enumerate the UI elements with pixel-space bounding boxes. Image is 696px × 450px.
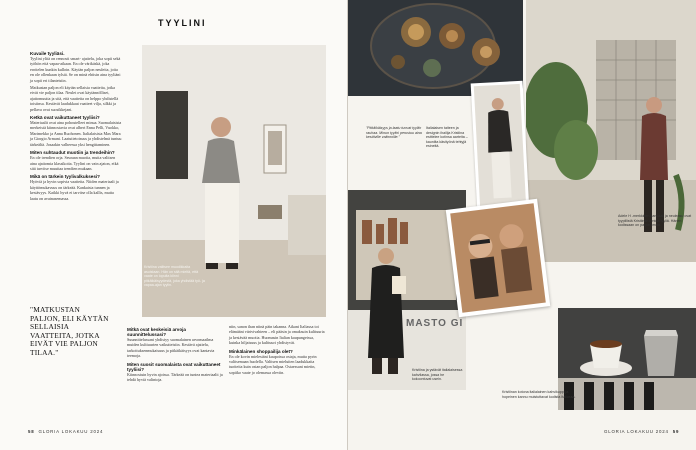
shop-sign: MASTO GI xyxy=(406,318,464,329)
page-number-left: 58 xyxy=(28,429,35,434)
q6-cont: niin, sanon ihan niinä päin takanna. Aikani Italiassa toi elämääni värivivahteen – eli pääsin ja omaksuin kulttuuria ja kestävää muotia. Huomasin Italian kaupungeissa, kuinka hiljaisuus ja kulttuuri yhdistyvät. xyxy=(229,324,325,346)
polaroid-friends xyxy=(446,199,550,317)
caption-3: Kristiina ja ystävät italialaisessa kahvilassa, jossa he kokoontuvat usein. xyxy=(412,368,463,382)
q6-heading: Miten suosit suomalaista ovat vaikuttaneet tyyliisi? xyxy=(127,361,221,372)
text-column-3 xyxy=(229,324,325,377)
footer-right xyxy=(604,429,679,434)
right-page xyxy=(348,0,696,450)
q1-text: Tyylini ylitä on rennosti smart- ajattelu, joka sopii sekä työhön että vapaa-aikaan. En ole värikäskä, joka erottelen kunkin kulloin. Käytän paljon neuleita, joita en ole ollenkaan tylsiä. Se on minä ehtisin aina tyyliäni ja sopii eri tilanteisiin. xyxy=(30,56,121,83)
section-title: TYYLINI xyxy=(158,18,207,28)
caption-2: Italialaisen taiteen ja designin ihailija Kristiina esittelee kotinsa aarteita – kauniita käsityönä tehtyjä esineitä. xyxy=(426,126,468,149)
text-column-2 xyxy=(127,324,225,384)
courtyard-caption: Adele H -merkkinen sandaali ja neuleasu ovat tyypillistä Kristiinan rentoa tyyliä. Hänen kodissaan on paljon omaa. xyxy=(618,214,692,228)
polaroid-person-illustration xyxy=(471,81,530,214)
q7-heading: Minkälainen shoppailija olet? xyxy=(229,348,293,354)
q7-text: En ole kovin mielestäni kaupoissa ostaja, mutta pyrin valitsemaan huolella. Valitsen mieluiten laadukkaita tuotteita kuin ostan paljon halpaa. Ostaessani mietin, sopiiko vaate jo olemassa oleviin. xyxy=(229,353,317,375)
footer-left-label: GLORIA LOKAKUU 2024 xyxy=(38,429,104,434)
coffee-photo-illustration xyxy=(558,308,696,410)
coffee-photo xyxy=(558,308,696,410)
polaroid-person xyxy=(471,81,530,214)
portrait-caption: Kristiina valitsee muodikkaita asuistaan. Hän on sitä mieltä, että vaate on lopulta kiinni pitkäikäisyydestä, joka yhdistää työ- ja vapaa-ajan tyylin. xyxy=(144,265,205,288)
q6-text: Kiinnostuin hyvin ajoissa. Tärkeää on tuntea materiaalit ja tehdä hyviä valintoja. xyxy=(127,371,223,383)
q3-heading: Miten suhtaudut muotiin ja trendeihin? xyxy=(30,150,115,156)
courtyard-photo xyxy=(526,0,696,262)
quote-caption-1: "Pitkäikäisyys ja laatu tuovat tyyliin rauhaa. Minun tyylini perustuu aina kestäville valinnoille." xyxy=(366,126,422,140)
q4-text: Hyöviä ja hyvin sopivia vaatteita. Niiden materiaali ja käyttömukavuus on tärkeää. Kankaista tunnen ja kestävyys. Kaikki hyvä ei tarvitse olla kallis, mutta laatu on avainasemassa. xyxy=(30,179,119,201)
q1-text-2: Matkustan paljon eli käytän sellaisia vaatteita, jotka eivät vie paljon tilaa. Neulet ovat käytännölliset, ajattomuutta ja sitä, että vaatteita on helppo yhdistellä toisiinsa. Kestävät laadukkaat vaatteet vilja, silkki ja pellava ovat suosikkejani. xyxy=(30,85,119,112)
footer-left xyxy=(28,429,103,434)
q5-text: Suunnittelussani yhdistyy suomalainen arvomaailma muiden kulttuurien vaikutteisiin. Kestävä ajattelu, tarkoituksenmukaisuus ja pitkäikäisyys ovat kantavia teemoja. xyxy=(127,337,215,359)
q3-text: En ole trendien orja. Seuraan muotia, mutta valitsen aina ajattomia klassikoita. Tyylini on vain ajaton, eikä sitä tarvitse muuttaa trendien mukaan. xyxy=(30,155,119,171)
caption-5: Kristiinan kotona italialainen kahvikuppi ja hopeinen kannu muistuttavat kodista Italiassa. xyxy=(502,390,576,399)
q5-heading: Mitkä ovat keskeisiä arvoja suunnittelussasi? xyxy=(127,327,186,337)
text-column-1 xyxy=(30,48,122,203)
left-page xyxy=(0,0,347,450)
page-number-right: 59 xyxy=(672,429,680,434)
portrait-photo xyxy=(142,45,326,317)
q2-text: Materiaalit ovat aina pohoutelleet minua. Suomalaisista merkeistä kiinnostavia ovat albert Enna Pelli, Vuokko, Marimekko ja Anna Ruohonen. Italialaisista Max Mara ja Giorgio Armani. Laatutietoisuus ja yhdistelmä tuntuu tärkeältä. Josaakin valheessa yksi hengittaminen. xyxy=(30,120,122,147)
polaroid-friends-illustration xyxy=(446,199,550,317)
footer-right-label: GLORIA LOKAKUU 2024 xyxy=(604,429,669,434)
q1-heading: Kuvaile tyyliäsi. xyxy=(30,51,65,56)
q2-heading: Ketkä ovat vaikuttaneet tyyliisi? xyxy=(30,115,100,121)
pull-quote: "MATKUSTAN PALJON, ELI KÄYTÄN SELLAISIA VAATTEITA, JOTKA EIVÄT VIE PALJON TILAA." xyxy=(30,305,109,357)
q4-heading: Mikä on tärkein tyylivalkuksesi? xyxy=(30,174,100,180)
